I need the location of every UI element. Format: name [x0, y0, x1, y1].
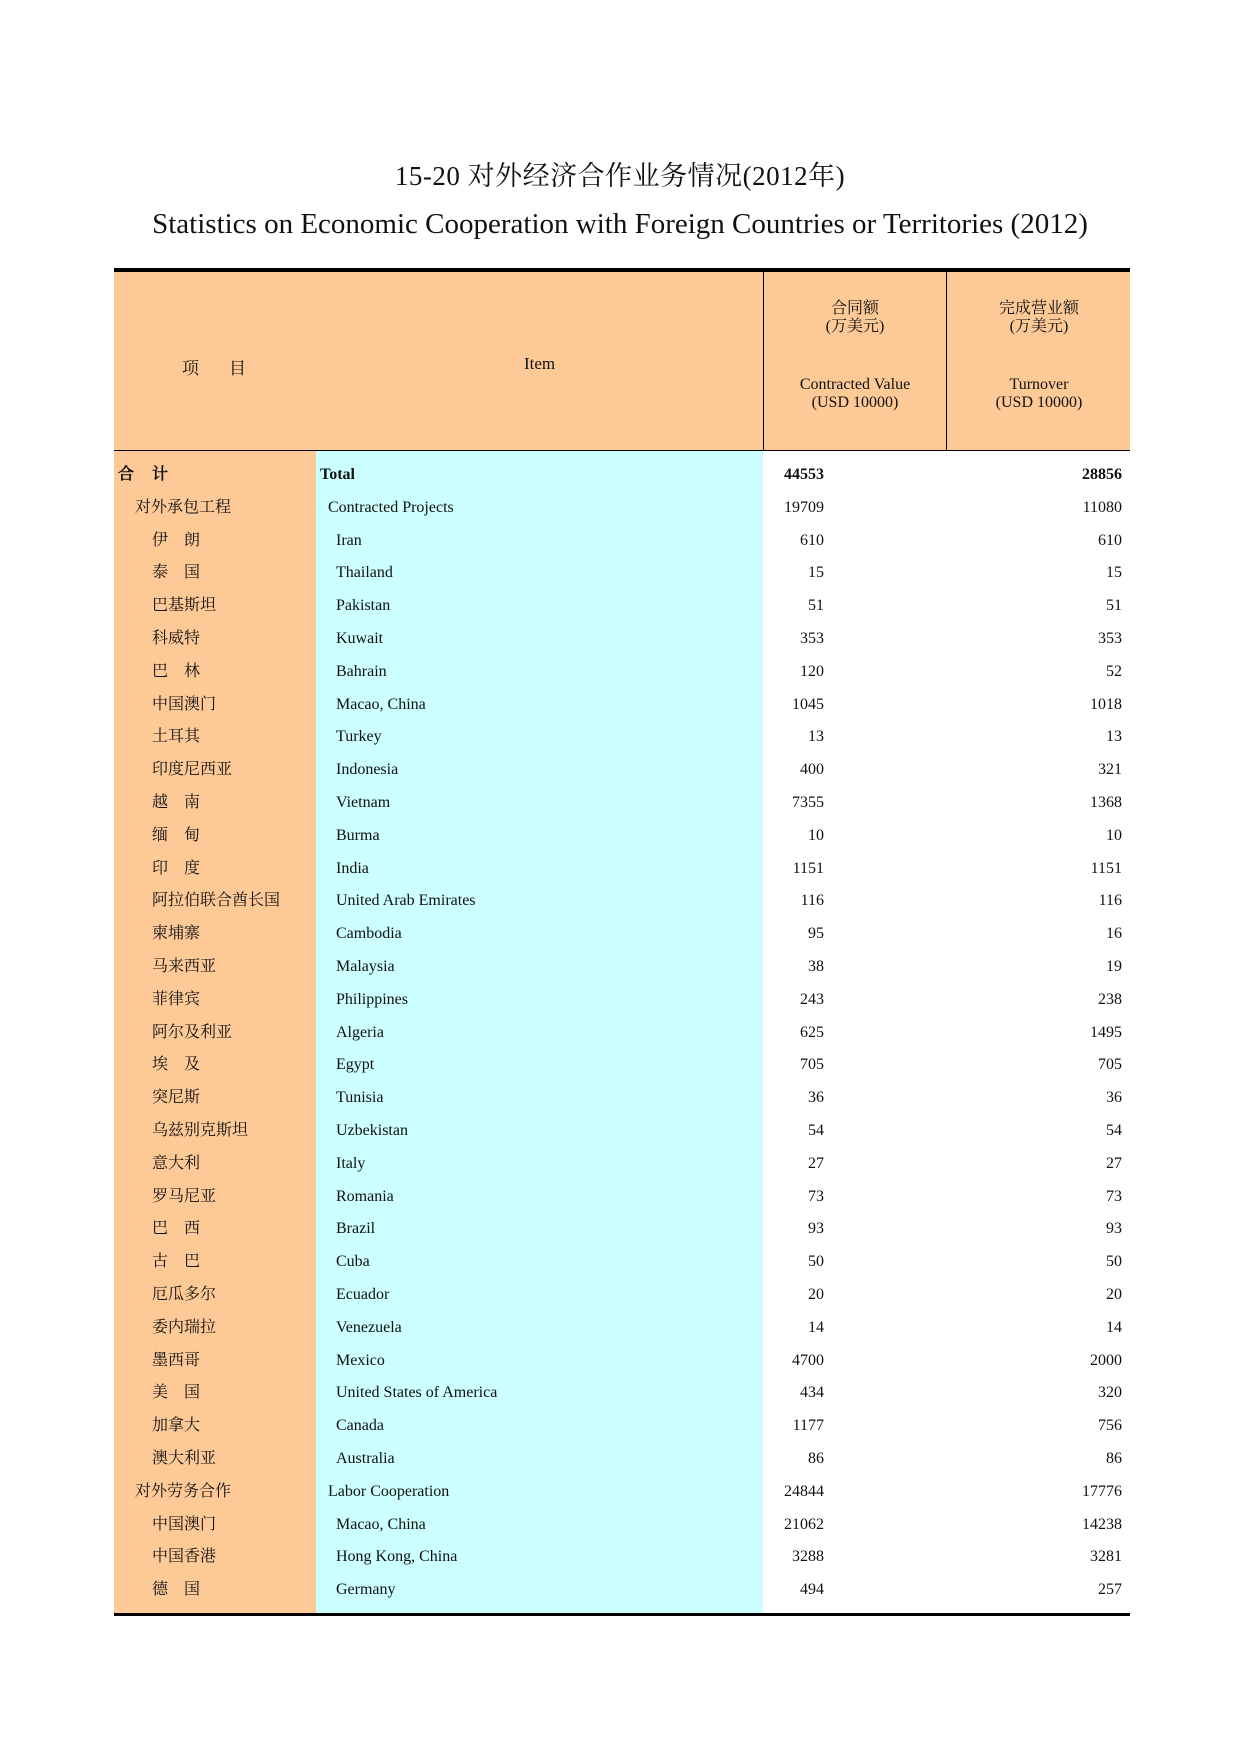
- item-name-en: Iran: [336, 531, 362, 549]
- turnover-value: 11080: [1082, 498, 1122, 516]
- item-name-en: Cambodia: [336, 925, 402, 943]
- turnover-value: 705: [1098, 1056, 1122, 1074]
- table-row: [114, 1148, 1130, 1181]
- item-name-en: United Arab Emirates: [336, 892, 476, 910]
- item-name-cn: 巴基斯坦: [152, 597, 217, 615]
- table-row: [114, 853, 1130, 886]
- contracted-value: 86: [808, 1449, 824, 1467]
- turnover-value: 51: [1106, 597, 1122, 615]
- item-name-en: United States of America: [336, 1384, 498, 1402]
- item-name-en: Germany: [336, 1581, 396, 1599]
- item-name-en: Brazil: [336, 1220, 376, 1238]
- contracted-value: 93: [808, 1220, 824, 1238]
- item-name-cn: 埃 及: [152, 1056, 201, 1074]
- contracted-value: 27: [808, 1154, 824, 1172]
- item-name-cn: 泰 国: [152, 564, 201, 582]
- item-name-cn: 澳大利亚: [152, 1449, 217, 1467]
- table-row: [114, 820, 1130, 853]
- turnover-value: 10: [1106, 826, 1122, 844]
- turnover-value: 27: [1106, 1154, 1122, 1172]
- header-turnover-cn-unit: (万美元): [1009, 318, 1069, 335]
- contracted-value: 243: [800, 990, 824, 1008]
- item-name-cn: 乌兹别克斯坦: [152, 1121, 249, 1139]
- header-turnover-cn: 完成营业额: [998, 300, 1079, 317]
- item-name-cn: 德 国: [152, 1581, 201, 1599]
- item-name-cn: 中国香港: [152, 1548, 217, 1566]
- item-name-en: Mexico: [336, 1351, 385, 1369]
- item-name-cn: 菲律宾: [152, 990, 201, 1008]
- header-item-en: Item: [524, 354, 556, 373]
- table-row: [114, 590, 1130, 623]
- contracted-value: 1045: [792, 695, 824, 713]
- contracted-value: 20: [808, 1285, 824, 1303]
- table-row: [114, 787, 1130, 820]
- table-row: [114, 918, 1130, 951]
- item-name-en: Kuwait: [336, 629, 384, 647]
- item-name-cn: 意大利: [152, 1154, 201, 1172]
- header-item-cn: 项目: [182, 359, 276, 378]
- turnover-value: 1368: [1090, 793, 1122, 811]
- turnover-value: 52: [1106, 662, 1122, 680]
- item-name-en: Contracted Projects: [328, 498, 454, 516]
- contracted-value: 38: [808, 957, 824, 975]
- table-row: [114, 525, 1130, 558]
- item-name-cn: 美 国: [152, 1384, 201, 1402]
- item-name-cn: 阿尔及利亚: [152, 1023, 233, 1041]
- item-name-cn: 印度尼西亚: [152, 761, 233, 779]
- item-name-en: Venezuela: [336, 1318, 402, 1336]
- table-row: [114, 1279, 1130, 1312]
- item-name-en: Vietnam: [336, 793, 391, 811]
- turnover-value: 257: [1098, 1581, 1122, 1599]
- header-contracted-en: Contracted Value: [799, 376, 911, 393]
- item-name-en: Italy: [336, 1154, 366, 1172]
- contracted-value: 15: [808, 564, 824, 582]
- header-turnover-en-unit: (USD 10000): [995, 394, 1083, 411]
- category-row: [114, 492, 1130, 525]
- turnover-value: 14238: [1082, 1515, 1122, 1533]
- item-name-cn: 巴 西: [152, 1220, 201, 1238]
- bottom-rule: [114, 1613, 1130, 1616]
- item-name-en: India: [336, 859, 369, 877]
- turnover-value: 116: [1098, 892, 1122, 910]
- turnover-value: 36: [1106, 1089, 1122, 1107]
- item-name-cn: 印 度: [152, 859, 201, 877]
- item-name-cn: 古 巴: [152, 1253, 201, 1271]
- turnover-value: 16: [1106, 925, 1122, 943]
- contracted-value: 116: [800, 892, 824, 910]
- contracted-value: 51: [808, 597, 824, 615]
- table-body: [114, 451, 1130, 1613]
- contracted-value: 95: [808, 925, 824, 943]
- turnover-value: 321: [1098, 761, 1122, 779]
- item-name-cn: 中国澳门: [152, 695, 217, 713]
- turnover-value: 13: [1106, 728, 1122, 746]
- contracted-value: 1177: [792, 1417, 824, 1435]
- item-name-cn: 厄瓜多尔: [152, 1285, 217, 1303]
- turnover-value: 1018: [1090, 695, 1122, 713]
- table-row: [114, 885, 1130, 918]
- item-name-en: Algeria: [336, 1023, 384, 1041]
- item-name-en: Burma: [336, 826, 380, 844]
- table-row: [114, 1443, 1130, 1476]
- turnover-value: 73: [1106, 1187, 1122, 1205]
- contracted-value: 19709: [784, 498, 824, 516]
- table-row: [114, 1017, 1130, 1050]
- table-row: [114, 1115, 1130, 1148]
- table-row: [114, 754, 1130, 787]
- table-row: [114, 1574, 1130, 1607]
- table-row: [114, 1541, 1130, 1574]
- item-name-en: Philippines: [336, 990, 409, 1008]
- contracted-value: 21062: [784, 1515, 824, 1533]
- turnover-value: 50: [1106, 1253, 1122, 1271]
- item-name-cn: 突尼斯: [152, 1089, 201, 1107]
- turnover-value: 353: [1098, 629, 1122, 647]
- item-name-cn: 伊 朗: [152, 531, 201, 549]
- contracted-value: 1151: [792, 859, 824, 877]
- item-name-en: Total: [320, 466, 355, 483]
- item-name-en: Bahrain: [336, 662, 387, 680]
- contracted-value: 120: [800, 662, 824, 680]
- item-name-cn: 巴 林: [152, 662, 201, 680]
- turnover-value: 93: [1106, 1220, 1122, 1238]
- item-name-en: Thailand: [336, 564, 393, 582]
- turnover-value: 1495: [1090, 1023, 1122, 1041]
- table-row: [114, 984, 1130, 1017]
- turnover-value: 86: [1106, 1449, 1122, 1467]
- item-name-en: Malaysia: [336, 957, 395, 975]
- contracted-value: 13: [808, 728, 824, 746]
- contracted-value: 434: [800, 1384, 824, 1402]
- turnover-value: 28856: [1082, 466, 1122, 483]
- item-name-en: Hong Kong, China: [336, 1548, 458, 1566]
- turnover-value: 15: [1106, 564, 1122, 582]
- turnover-value: 19: [1106, 957, 1122, 975]
- table-row: [114, 557, 1130, 590]
- item-name-cn: 合计: [118, 466, 187, 483]
- contracted-value: 73: [808, 1187, 824, 1205]
- item-name-cn: 中国澳门: [152, 1515, 217, 1533]
- contracted-value: 36: [808, 1089, 824, 1107]
- contracted-value: 44553: [784, 466, 824, 483]
- turnover-value: 320: [1098, 1384, 1122, 1402]
- contracted-value: 10: [808, 826, 824, 844]
- item-name-en: Macao, China: [336, 1515, 426, 1533]
- item-name-cn: 土耳其: [152, 728, 201, 746]
- item-name-en: Pakistan: [336, 597, 391, 615]
- table-row: [114, 623, 1130, 656]
- item-name-cn: 越 南: [152, 793, 201, 811]
- table-row: [114, 1213, 1130, 1246]
- item-name-cn: 加拿大: [152, 1417, 201, 1435]
- table-row: [114, 721, 1130, 754]
- contracted-value: 400: [800, 761, 824, 779]
- header-turnover-en: Turnover: [1009, 376, 1069, 393]
- page-title-english: Statistics on Economic Cooperation with Foreign Countries or Territories (2012): [152, 208, 1088, 240]
- turnover-value: 20: [1106, 1285, 1122, 1303]
- table-rows: [114, 451, 1130, 1613]
- turnover-value: 610: [1098, 531, 1122, 549]
- item-name-en: Egypt: [336, 1056, 375, 1074]
- item-name-en: Cuba: [336, 1253, 370, 1271]
- contracted-value: 353: [800, 629, 824, 647]
- item-name-en: Tunisia: [336, 1089, 384, 1107]
- contracted-value: 494: [800, 1581, 824, 1599]
- contracted-value: 14: [808, 1318, 824, 1336]
- table-row: [114, 1082, 1130, 1115]
- item-name-cn: 缅 甸: [152, 826, 201, 844]
- table-row: [114, 656, 1130, 689]
- contracted-value: 7355: [792, 793, 824, 811]
- item-name-en: Canada: [336, 1417, 384, 1435]
- table-row: [114, 1246, 1130, 1279]
- table-row: [114, 1410, 1130, 1443]
- contracted-value: 50: [808, 1253, 824, 1271]
- header-contracted-value: [763, 272, 946, 450]
- table-row: [114, 1049, 1130, 1082]
- item-name-cn: 对外承包工程: [135, 498, 232, 516]
- item-name-en: Romania: [336, 1187, 394, 1205]
- turnover-value: 3281: [1090, 1548, 1122, 1566]
- item-name-cn: 马来西亚: [152, 957, 217, 975]
- contracted-value: 610: [800, 531, 824, 549]
- category-row: [114, 1476, 1130, 1509]
- turnover-value: 17776: [1082, 1482, 1122, 1500]
- turnover-value: 238: [1098, 990, 1122, 1008]
- item-name-en: Ecuador: [336, 1285, 390, 1303]
- item-name-en: Indonesia: [336, 761, 399, 779]
- header-contracted-en-unit: (USD 10000): [811, 394, 899, 411]
- table-row: [114, 1181, 1130, 1214]
- contracted-value: 3288: [792, 1548, 824, 1566]
- table-row: [114, 1312, 1130, 1345]
- table-row: [114, 689, 1130, 722]
- turnover-value: 756: [1098, 1417, 1122, 1435]
- item-name-cn: 科威特: [152, 629, 201, 647]
- contracted-value: 54: [808, 1121, 824, 1139]
- item-name-en: Labor Cooperation: [328, 1482, 450, 1500]
- turnover-value: 1151: [1090, 859, 1122, 877]
- header-contracted-cn: 合同额: [830, 300, 879, 317]
- table-row: [114, 951, 1130, 984]
- table-row: [114, 1377, 1130, 1410]
- statistics-table: [114, 268, 1130, 1616]
- turnover-value: 14: [1106, 1318, 1122, 1336]
- item-name-en: Turkey: [336, 728, 382, 746]
- table-header: [114, 272, 1130, 451]
- turnover-value: 54: [1106, 1121, 1122, 1139]
- item-name-en: Uzbekistan: [336, 1121, 408, 1139]
- turnover-value: 2000: [1090, 1351, 1122, 1369]
- item-name-en: Australia: [336, 1449, 395, 1467]
- item-name-cn: 柬埔寨: [152, 925, 201, 943]
- item-name-en: Macao, China: [336, 695, 426, 713]
- total-row: [114, 459, 1130, 492]
- header-turnover: [946, 272, 1131, 450]
- contracted-value: 24844: [784, 1482, 824, 1500]
- contracted-value: 625: [800, 1023, 824, 1041]
- item-name-cn: 委内瑞拉: [152, 1318, 217, 1336]
- contracted-value: 4700: [792, 1351, 824, 1369]
- page-title-chinese: 15-20 对外经济合作业务情况(2012年): [394, 161, 846, 191]
- table-row: [114, 1509, 1130, 1542]
- item-name-cn: 墨西哥: [152, 1351, 201, 1369]
- table-row: [114, 1345, 1130, 1378]
- item-name-cn: 阿拉伯联合酋长国: [152, 892, 281, 910]
- contracted-value: 705: [800, 1056, 824, 1074]
- header-contracted-cn-unit: (万美元): [825, 318, 885, 335]
- item-name-cn: 罗马尼亚: [152, 1187, 217, 1205]
- item-name-cn: 对外劳务合作: [135, 1482, 232, 1500]
